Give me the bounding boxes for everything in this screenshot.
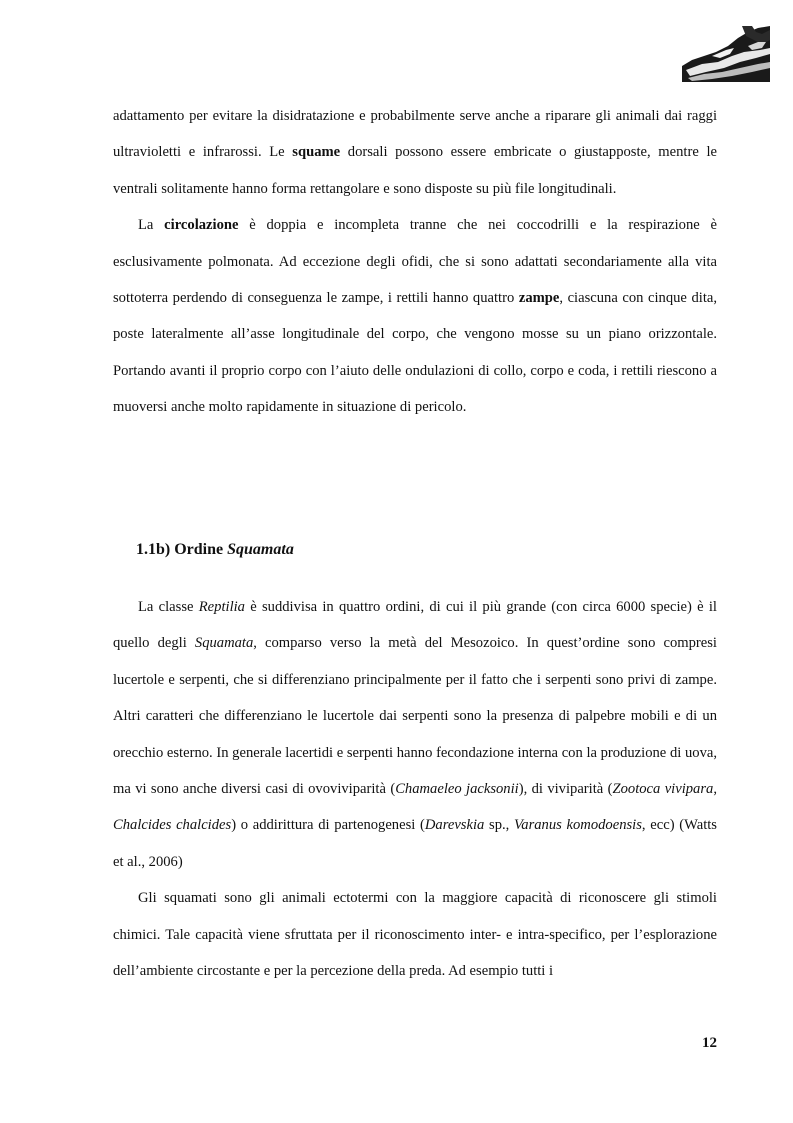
paragraph: La circolazione è doppia e incompleta tranne che nei coccodrilli e la respirazione è esclusivamente polmonata. Ad eccezione degli ofidi, che si sono adattati secondariamente alla vita sottoterra perdendo di conseguenza le zampe, i rettili hanno quattro zampe, ciascuna con cinque dita, poste lateralmente all’asse longitudinale del corpo, che vengono mosse su un piano orizzontale. Portando avanti il proprio corpo con l’aiuto delle ondulazioni di collo, corpo e coda, i rettili riescono a muoversi anche molto rapidamente in situazione di pericolo. [113, 217, 718, 416]
paragraph: La classe Reptilia è suddivisa in quattro ordini, di cui il più grande (con circa 6000 specie) è il quello degli Squamata, comparso verso la metà del Mesozoico. In quest’ordine sono compresi lucertole e serpenti, che si differenziano principalmente per il fatto che i serpenti sono privi di zampe. Altri caratteri che differenziano le lucertole dai serpenti sono la presenza di palpebre mobili e di un orecchio esterno. In generale lacertidi e serpenti hanno fecondazione interna con la produzione di uova, ma vi sono anche diversi casi di ovoviviparità (Chamaeleo jacksonii), di viviparità (Zootoca vivipara, Chalcides chalcides) o addirittura di partenogenesi (Darevskia sp., Varanus komodoensis, ecc) (Watts et al., 2006) [113, 599, 717, 870]
term-squame: squame [292, 144, 341, 161]
body-text [113, 589, 717, 989]
intro-text [113, 98, 717, 426]
page-number: 12 [702, 1035, 717, 1051]
paragraph: adattamento per evitare la disidratazione e probabilmente serve anche a riparare gli animali dai raggi ultravioletti e infrarossi. Le squame dorsali possono essere embricate o giustapposte, mentre le ventrali solitamente hanno forma rettangolare e sono disposte su più file longitudinali. [113, 108, 717, 197]
landscape-photo-icon [682, 26, 770, 82]
term-zampe: zampe [518, 290, 560, 307]
term-circolazione: circolazione [164, 217, 239, 234]
section-heading: 1.1b) Ordine Squamata [136, 541, 294, 558]
paragraph: Gli squamati sono gli animali ectotermi con la maggiore capacità di riconoscere gli stimoli chimici. Tale capacità viene sfruttata per il riconoscimento inter- e intra-specifico, per l’esplorazione dell’ambiente circostante e per la percezione della preda. Ad esempio tutti i [113, 890, 717, 980]
